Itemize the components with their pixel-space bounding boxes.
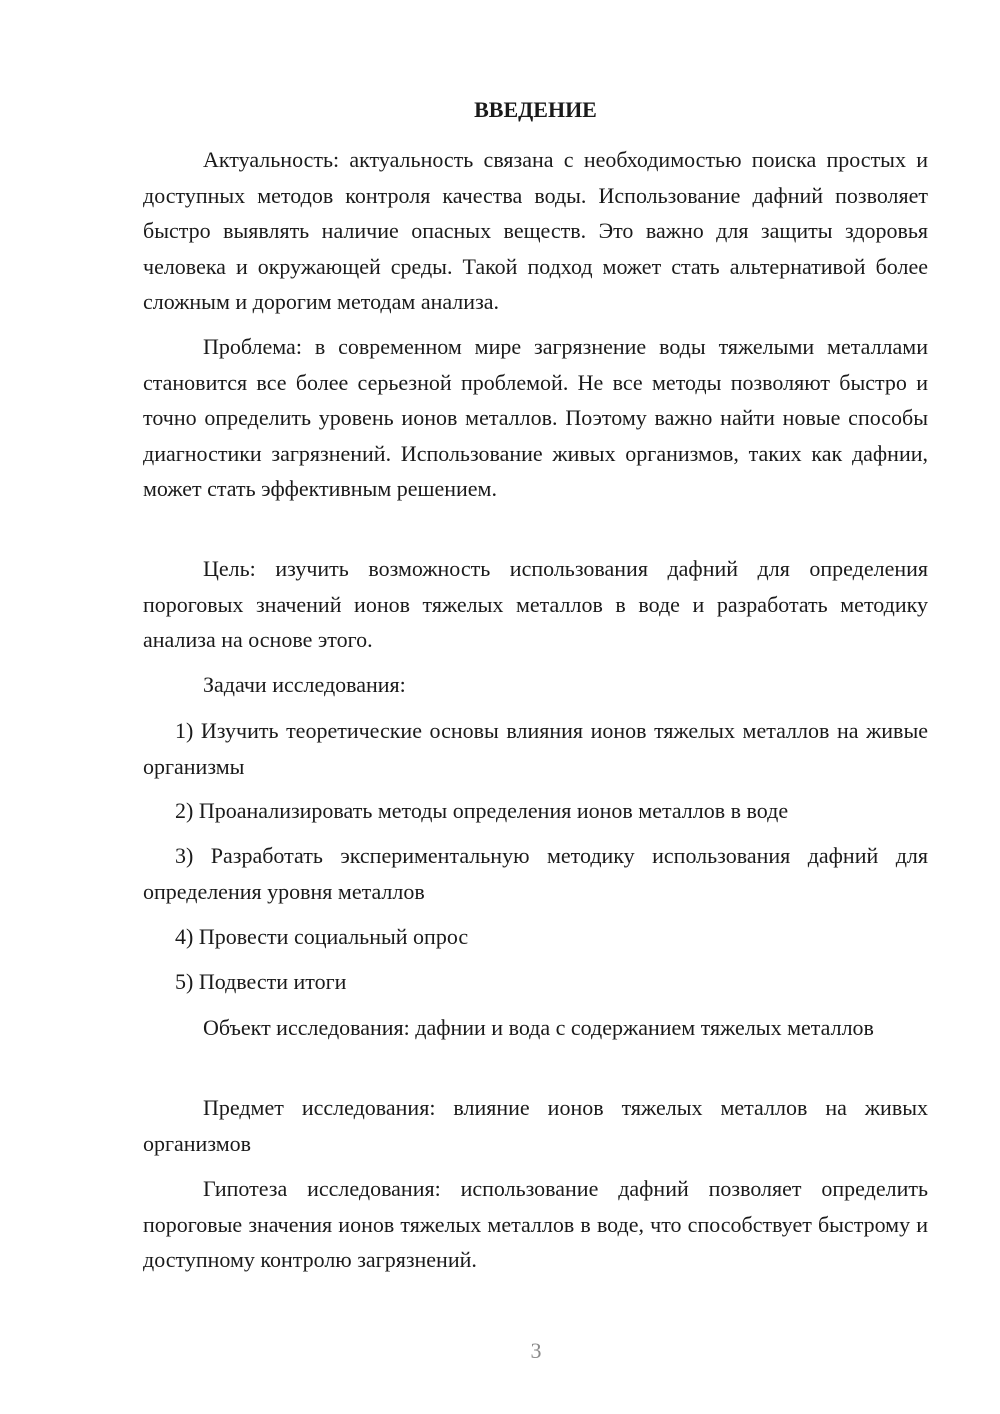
paragraph-relevance: Актуальность: актуальность связана с необходимостью поиска простых и доступных методов контроля качества воды. Использование дафний позволяет быстро выявлять наличие опасных веществ. Это важно для защиты здоровья человека и окружающей среды. Такой подход может стать альтернативой более сложным и дорогим методам анализа. xyxy=(143,147,928,314)
task-item-5: 5) Подвести итоги xyxy=(175,969,347,994)
paragraph-goal: Цель: изучить возможность использования дафний для определения пороговых значений ионов тяжелых металлов в воде и разработать методику анализа на основе этого. xyxy=(143,556,928,652)
paragraph-hypothesis: Гипотеза исследования: использование дафний позволяет определить пороговые значения ионов тяжелых металлов в воде, что способствует быстрому и доступному контролю загрязнений. xyxy=(143,1176,928,1272)
paragraph-object: Объект исследования: дафнии и вода с содержанием тяжелых металлов xyxy=(203,1015,874,1040)
paragraph-problem: Проблема: в современном мире загрязнение воды тяжелыми металлами становится все более серьезной проблемой. Не все методы позволяют быстро и точно определить уровень ионов металлов. Поэтому важно найти новые способы диагностики загрязнений. Использование живых организмов, таких как дафнии, может стать эффективным решением. xyxy=(143,334,928,501)
section-title: ВВЕДЕНИЕ xyxy=(474,97,597,122)
task-item-1: 1) Изучить теоретические основы влияния ионов тяжелых металлов на живые организмы xyxy=(143,718,928,779)
task-item-3: 3) Разработать экспериментальную методику использования дафний для определения уровня металлов xyxy=(143,843,928,904)
tasks-heading: Задачи исследования: xyxy=(203,672,406,697)
task-item-4: 4) Провести социальный опрос xyxy=(175,924,469,949)
task-item-2: 2) Проанализировать методы определения ионов металлов в воде xyxy=(175,798,789,823)
page-number: 3 xyxy=(530,1338,542,1363)
paragraph-subject: Предмет исследования: влияние ионов тяжелых металлов на живых организмов xyxy=(143,1095,928,1156)
